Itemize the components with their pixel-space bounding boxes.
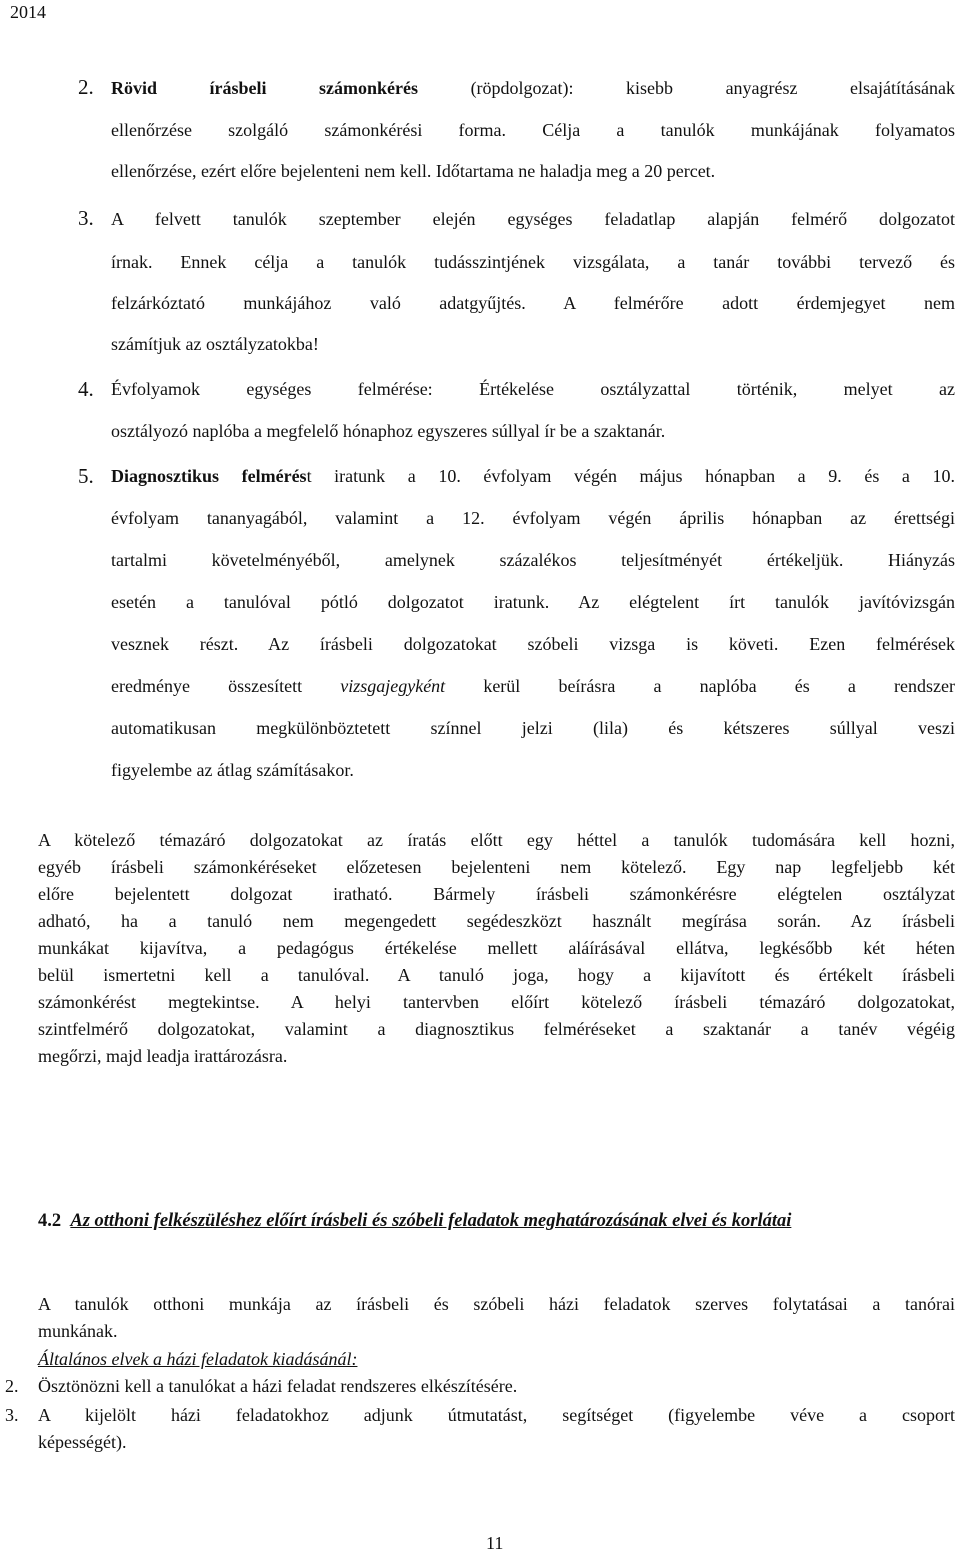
list-item-line: osztályozó naplóba a megfelelő hónaphoz egyszeres súllyal ír be a szaktanár. xyxy=(111,421,666,441)
list-item-line: A kijelölt házi feladatokhoz adjunk útmutatást, segítséget (figyelembe véve a csoport xyxy=(38,1405,955,1425)
paragraph-line: belül ismertetni kell a tanulóval. A tanuló joga, hogy a kijavított és értékelt írásbeli xyxy=(38,965,955,985)
list-number: 4. xyxy=(78,377,94,401)
list-item-line: tartalmi követelményéből, amelynek százalékos teljesítményét értékeljük. Hiányzás xyxy=(111,550,955,570)
list-item-text: t iratunk a 10. évfolyam végén május hónapban a 9. és a 10. xyxy=(306,466,955,486)
list-item-text: (röpdolgozat): kisebb anyagrész elsajátításának xyxy=(418,78,955,98)
list-item-text: eredménye összesített xyxy=(111,676,341,696)
header-year: 2014 xyxy=(10,2,46,22)
list-item-line xyxy=(111,78,955,99)
list-item-line: számítjuk az osztályzatokba! xyxy=(111,334,319,354)
list-item-line: vesznek részt. Az írásbeli dolgozatokat szóbeli vizsga is követi. Ezen felmérések xyxy=(111,634,955,654)
section-heading xyxy=(38,1208,956,1235)
list-number: 3. xyxy=(5,1405,19,1425)
list-item-line: esetén a tanulóval pótló dolgozatot iratunk. Az elégtelent írt tanulók javítóvizsgán xyxy=(111,592,955,612)
bold-term: Diagnosztikus felmérés xyxy=(111,466,307,486)
paragraph-line: szintfelmérő dolgozatokat, valamint a diagnosztikus felméréseket a szaktanár a tanév végéig xyxy=(38,1019,955,1039)
list-item-line: felzárkóztató munkájához való adatgyűjtés. A felmérőre adott érdemjegyet nem xyxy=(111,293,955,313)
intro-line: A tanulók otthoni munkája az írásbeli és szóbeli házi feladatok szerves folytatásai a tanórai xyxy=(38,1294,955,1314)
list-item-line: évfolyam tananyagából, valamint a 12. évfolyam végén április hónapban az érettségi xyxy=(111,508,955,528)
list-item-line: Évfolyamok egységes felmérése: Értékelése osztályzattal történik, melyet az xyxy=(111,379,955,399)
list-item-line xyxy=(111,676,955,697)
list-item-line xyxy=(111,466,955,487)
list-item-line: figyelembe az átlag számításakor. xyxy=(111,760,354,780)
list-number: 2. xyxy=(78,75,94,99)
list-number: 3. xyxy=(78,206,94,230)
paragraph-line: megőrzi, majd leadja irattározásra. xyxy=(38,1046,288,1066)
paragraph-line: munkákat kijavítva, a pedagógus értékelése mellett aláírásával ellátva, legkésőbb két héten xyxy=(38,938,955,958)
paragraph-line: számonkérést megtekintse. A helyi tantervben előírt kötelező írásbeli témazáró dolgozatokat, xyxy=(38,992,955,1012)
list-item-line: írnak. Ennek célja a tanulók tudásszintjének vizsgálata, a tanár további tervező és xyxy=(111,252,955,272)
list-item-line: A felvett tanulók szeptember elején egységes feladatlap alapján felmérő dolgozatot xyxy=(111,209,955,229)
page-number: 11 xyxy=(486,1533,504,1553)
paragraph-line: előre bejelentett dolgozat iratható. Bármely írásbeli számonkérésre elégtelen osztályzat xyxy=(38,884,955,904)
section-number: 4.2 xyxy=(38,1211,62,1231)
paragraph-line: egyéb írásbeli számonkéréseket előzetesen bejelenteni nem kötelező. Egy nap legfeljebb két xyxy=(38,857,955,877)
bold-term: Rövid írásbeli számonkérés xyxy=(111,78,419,98)
intro-line: munkának. xyxy=(38,1321,118,1341)
list-item-line: ellenőrzése, ezért előre bejelenteni nem kell. Időtartama ne haladja meg a 20 percet. xyxy=(111,161,716,181)
paragraph-line: adható, ha a tanuló nem megengedett segédeszközt használt megírása során. Az írásbeli xyxy=(38,911,955,931)
list-item-line: Ösztönözni kell a tanulókat a házi feladat rendszeres elkészítésére. xyxy=(38,1376,518,1396)
subheading: Általános elvek a házi feladatok kiadásánál: xyxy=(38,1349,358,1369)
italic-term: vizsgajegyként xyxy=(340,676,446,696)
list-item-line: képességét). xyxy=(38,1432,127,1452)
list-item-line: ellenőrzése szolgáló számonkérési forma. Célja a tanulók munkájának folyamatos xyxy=(111,120,955,140)
list-number: 2. xyxy=(5,1376,19,1396)
list-number: 5. xyxy=(78,464,94,488)
paragraph-line: A kötelező témazáró dolgozatokat az íratás előtt egy héttel a tanulók tudomására kell hozni, xyxy=(38,830,955,850)
list-item-line: automatikusan megkülönböztetett színnel jelzi (lila) és kétszeres súllyal veszi xyxy=(111,718,955,738)
list-item-text: kerül beírásra a naplóba és a rendszer xyxy=(445,676,955,696)
section-title: Az otthoni felkészüléshez előírt írásbeli és szóbeli feladatok meghatározásának elvei és korlátai xyxy=(70,1211,792,1231)
